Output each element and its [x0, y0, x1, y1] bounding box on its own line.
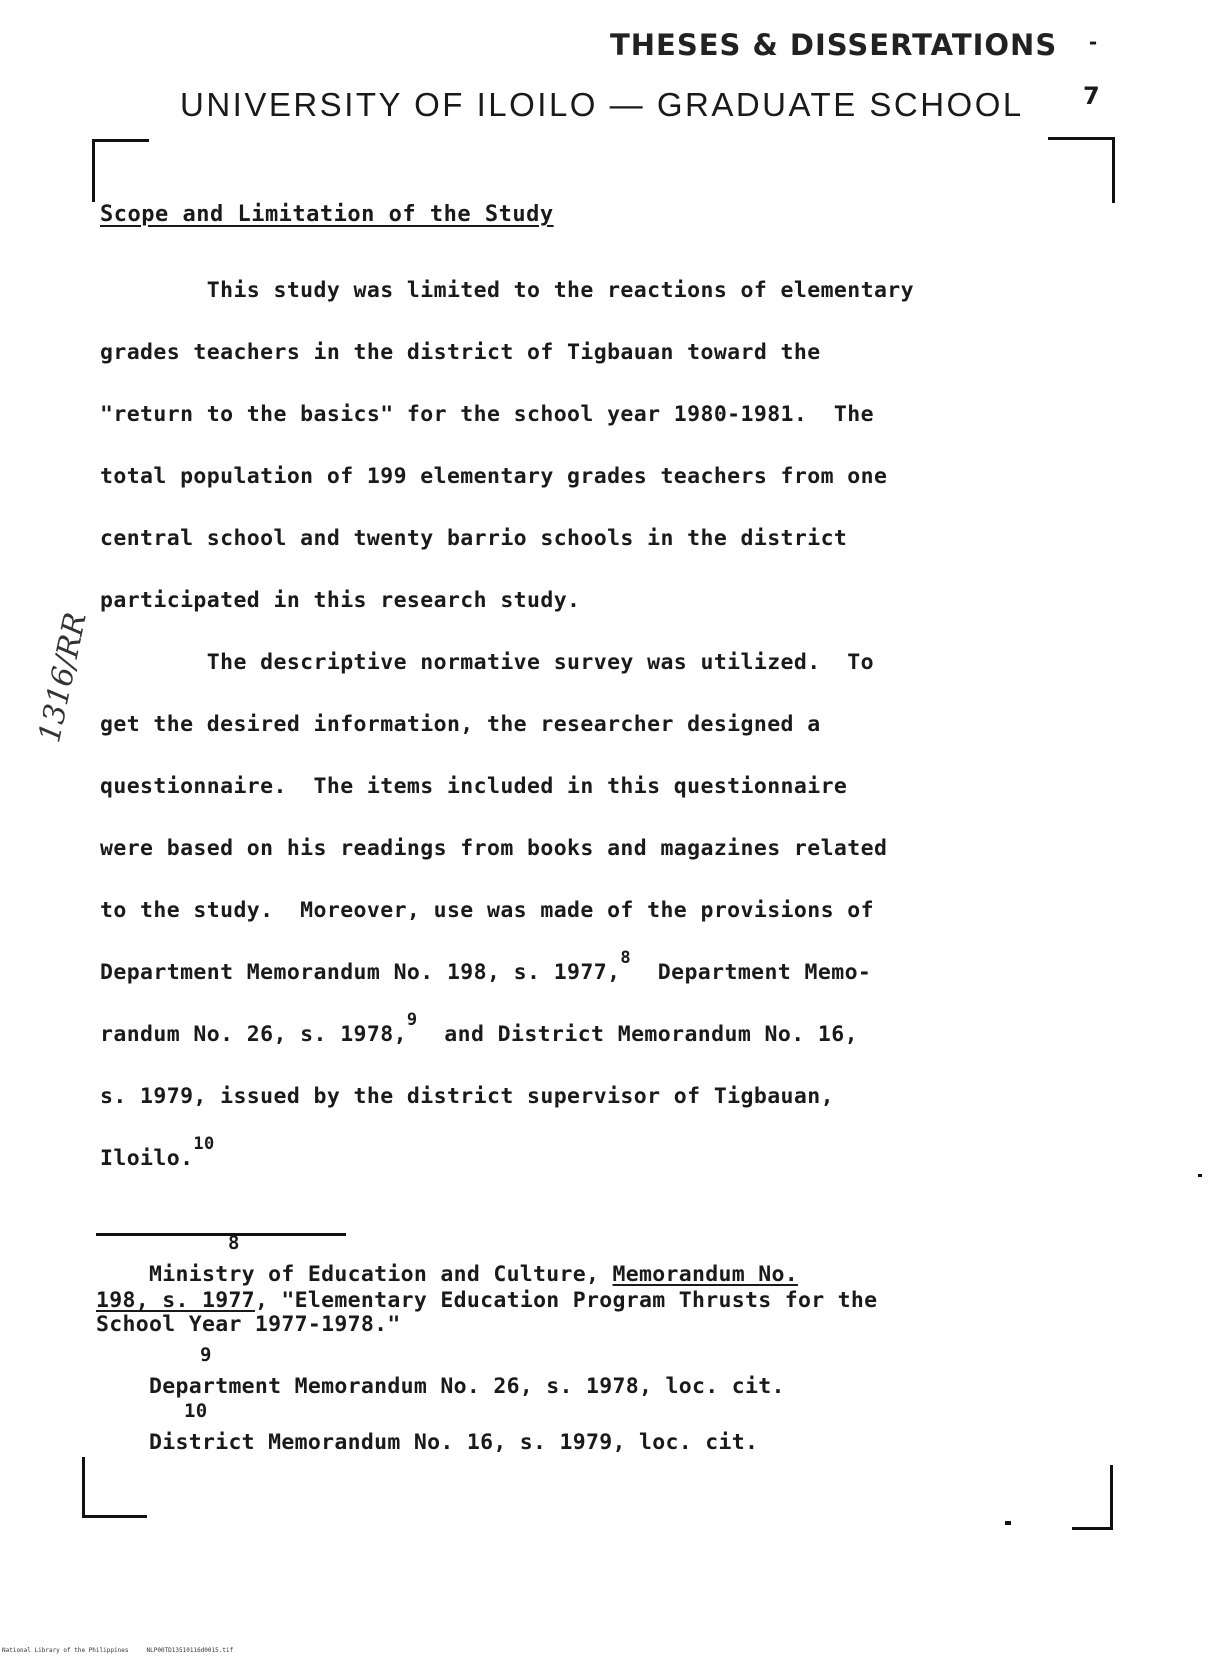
page-header-title: UNIVERSITY OF ILOILO — GRADUATE SCHOOL: [180, 86, 1024, 123]
paragraph-line: central school and twenty barrio schools in the district: [100, 526, 848, 551]
paragraph-line: [100, 1128, 1115, 1190]
footnote-8-line-2: [96, 1288, 877, 1314]
memo-citation-26: randum No. 26, s. 1978,: [100, 1022, 407, 1047]
paragraph-line: The descriptive normative survey was utilized. To: [100, 650, 874, 675]
paragraph-line: This study was limited to the reactions of elementary: [100, 278, 914, 303]
memo-title-link[interactable]: Memorandum No.: [612, 1262, 798, 1287]
corner-mark-top-right: [1048, 137, 1115, 203]
ink-speck: [1005, 1521, 1011, 1525]
theses-stamp: THESES & DISSERTATIONS: [610, 28, 1058, 62]
footnote-divider: [96, 1233, 346, 1236]
paragraph-line: [100, 1004, 1115, 1066]
paragraph-text: Iloilo.: [100, 1146, 194, 1171]
page-number: 7: [1083, 82, 1100, 110]
footnote-ref-10[interactable]: 10: [193, 1134, 215, 1154]
paragraph-line: get the desired information, the researcher designed a: [100, 712, 821, 737]
section-heading: Scope and Limitation of the Study: [100, 202, 554, 227]
footnote-9: Department Memorandum No. 26, s. 1978, loc. cit.: [96, 1374, 785, 1399]
paragraph-line: total population of 199 elementary grades teachers from one: [100, 464, 888, 489]
footnote-ref-9[interactable]: 9: [406, 1010, 418, 1030]
paragraph-line: participated in this research study.: [100, 588, 581, 613]
paragraph-line: s. 1979, issued by the district supervisor of Tigbauan,: [100, 1084, 834, 1109]
footnote-number: 10: [184, 1400, 208, 1422]
corner-mark-bottom-left: [82, 1457, 147, 1518]
stamp-mark: -: [1087, 30, 1100, 54]
footnote-number: 9: [200, 1344, 212, 1366]
footnote-8-line-1: [96, 1262, 798, 1288]
paragraph-line: questionnaire. The items included in this questionnaire: [100, 774, 848, 799]
paragraph-line: "return to the basics" for the school year 1980-1981. The: [100, 402, 874, 427]
library-credit: National Library of the Philippines NLP00TD13510116d0015.tif: [2, 1647, 234, 1654]
body-text: [100, 260, 1115, 1190]
corner-mark-bottom-right: [1072, 1465, 1113, 1530]
footnote-text: , "Elementary Education Program Thrusts for the: [254, 1288, 878, 1313]
corner-mark-top-left: [92, 139, 149, 202]
footnote-ref-8[interactable]: 8: [620, 948, 632, 968]
paragraph-line: [100, 942, 1115, 1004]
paragraph-line: were based on his readings from books and magazines related: [100, 836, 888, 861]
handwritten-margin-note: 1316/RR: [32, 609, 94, 746]
footnote-8-line-3: School Year 1977-1978.": [96, 1312, 401, 1337]
ink-speck: [1198, 1174, 1202, 1177]
memo-number-link[interactable]: 198, s. 1977: [96, 1288, 255, 1313]
memo-citation-198: Department Memorandum No. 198, s. 1977,: [100, 960, 621, 985]
paragraph-text: and District Memorandum No. 16,: [417, 1022, 858, 1047]
footnote-number: 8: [228, 1232, 240, 1254]
paragraph-line: to the study. Moreover, use was made of the provisions of: [100, 898, 874, 923]
paragraph-text: Department Memo-: [631, 960, 872, 985]
footnote-text: Ministry of Education and Culture,: [96, 1262, 613, 1287]
paragraph-line: grades teachers in the district of Tigbauan toward the: [100, 340, 821, 365]
footnote-10: District Memorandum No. 16, s. 1979, loc. cit.: [96, 1430, 759, 1455]
